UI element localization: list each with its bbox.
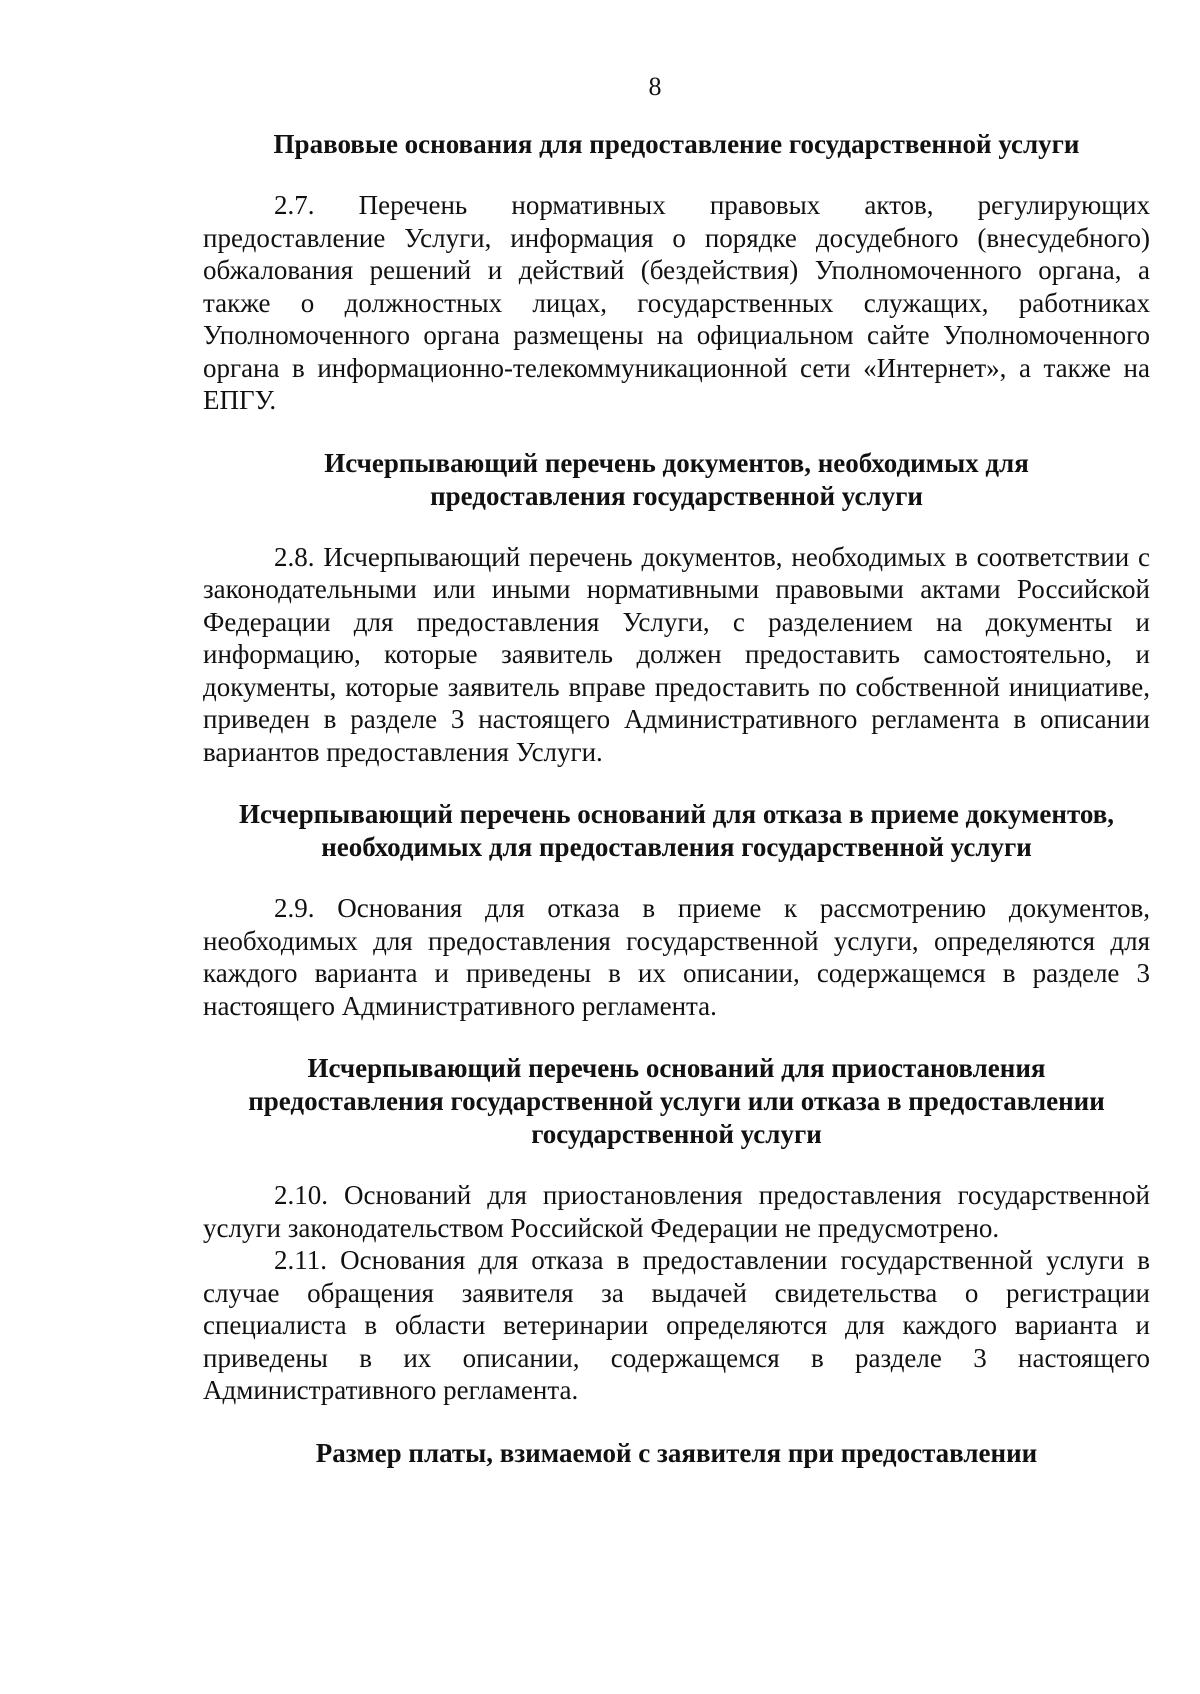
heading-line: предоставления государственной услуги [430,480,923,511]
paragraph-2-10: 2.10. Оснований для приостановления предоставления государственной услуги законодательством Российской Федерации не предусмотрено. [203,1180,1150,1243]
section-heading-documents-list [203,447,1150,513]
section-heading-refusal-grounds [203,798,1150,864]
paragraph-2-7: 2.7. Перечень нормативных правовых актов, регулирующих предоставление Услуги, информация о порядке досудебного (внесудебного) обжалования решений и действий (бездействия) Уполномоченного органа, а также о должностных лицах, государственных служащих, работниках Уполномоченного органа размещены на официальном сайте Уполномоченного органа в информационно-телекоммуникационной сети «Интернет», а также на ЕПГУ. [203,190,1150,415]
document-body [203,128,1150,1470]
paragraph-2-8: 2.8. Исчерпывающий перечень документов, необходимых в соответствии с законодательными или иными нормативными правовыми актами Российской Федерации для предоставления Услуги, с разделением на документы и информацию, которые заявитель должен предоставить самостоятельно, и документы, которые заявитель вправе предоставить по собственной инициативе, приведен в разделе 3 настоящего Административного регламента в описании вариантов предоставления Услуги. [203,541,1150,767]
section-heading-legal-basis: Правовые основания для предоставление государственной услуги [273,129,1080,159]
section-heading-fee-amount: Размер платы, взимаемой с заявителя при предоставлении [315,1437,1038,1468]
paragraph-2-9: 2.9. Основания для отказа в приеме к рассмотрению документов, необходимых для предоставления государственной услуги, определяются для каждого варианта и приведены в их описании, содержащемся в разделе 3 настоящего Административного регламента. [203,893,1150,1021]
section-heading-suspension-grounds [203,1052,1150,1151]
heading-line: Исчерпывающий перечень оснований для отказа в приеме документов, [238,799,1115,829]
heading-line: государственной услуги [531,1119,822,1149]
heading-line: необходимых для предоставления государственной услуги [321,832,1032,862]
page-number: 8 [648,72,662,101]
paragraph-2-11: 2.11. Основания для отказа в предоставлении государственной услуги в случае обращения заявителя за выдачей свидетельства о регистрации специалиста в области ветеринарии определяются для каждого варианта и приведены в их описании, содержащемся в разделе 3 настоящего Административного регламента. [203,1245,1150,1405]
heading-line: Исчерпывающий перечень документов, необходимых для [324,447,1029,478]
heading-line: предоставления государственной услуги или отказа в предоставлении [248,1086,1105,1116]
heading-line: Исчерпывающий перечень оснований для приостановления [307,1053,1046,1083]
